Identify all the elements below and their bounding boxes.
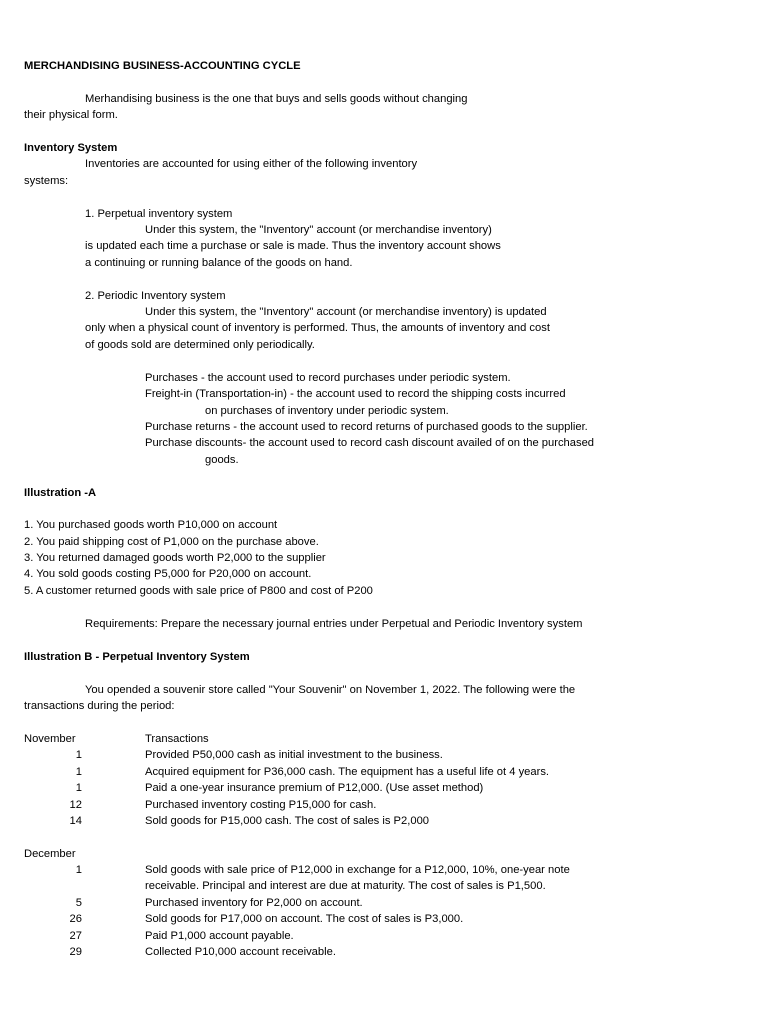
transaction-text: Purchased inventory costing P15,000 for cash. [145,799,377,811]
account-purchases: Purchases - the account used to record purchases under periodic system. [145,372,511,384]
transaction-text-continued: receivable. Principal and interest are due at maturity. The cost of sales is P1,500. [145,880,546,892]
intro-line-2: their physical form. [24,109,118,121]
transaction-day: 1 [75,782,82,794]
periodic-line-3: of goods sold are determined only periodically. [85,339,315,351]
account-freight-line-1: Freight-in (Transportation-in) - the account used to record the shipping costs incurred [145,388,566,400]
intro-line-1: Merhandising business is the one that buys and sells goods without changing [85,93,468,105]
transaction-text: Provided P50,000 cash as initial investment to the business. [145,749,443,761]
account-purchase-returns: Purchase returns - the account used to record returns of purchased goods to the supplier. [145,421,588,433]
illustration-a-item: 1. You purchased goods worth P10,000 on account [24,519,278,531]
transaction-text: Paid P1,000 account payable. [145,930,294,942]
december-label: December [24,848,76,860]
perpetual-title: 1. Perpetual inventory system [85,208,233,220]
periodic-line-1: Under this system, the "Inventory" account (or merchandise inventory) is updated [145,306,547,318]
transaction-day: 27 [69,930,82,942]
transaction-day: 1 [75,749,82,761]
perpetual-line-1: Under this system, the "Inventory" account (or merchandise inventory) [145,224,492,236]
transaction-day: 29 [69,946,82,958]
periodic-line-2: only when a physical count of inventory is performed. Thus, the amounts of inventory and cost [85,322,550,334]
transaction-text: Sold goods for P17,000 on account. The cost of sales is P3,000. [145,913,464,925]
inventory-system-line-2: systems: [24,175,69,187]
illustration-b-intro-1: You opended a souvenir store called "Your Souvenir" on November 1, 2022. The following were the [85,684,576,696]
transactions-label: Transactions [145,733,209,745]
illustration-a-requirements: Requirements: Prepare the necessary journal entries under Perpetual and Periodic Inventory system [85,618,583,630]
transaction-day: 26 [69,913,82,925]
transaction-text: Sold goods for P15,000 cash. The cost of sales is P2,000 [145,815,430,827]
illustration-b-intro-2: transactions during the period: [24,700,175,712]
transaction-text: Paid a one-year insurance premium of P12,000. (Use asset method) [145,782,484,794]
transaction-day: 14 [69,815,82,827]
inventory-system-heading: Inventory System [24,142,118,154]
transaction-day: 1 [75,766,82,778]
illustration-a-item: 2. You paid shipping cost of P1,000 on the purchase above. [24,536,319,548]
transaction-day: 12 [69,799,82,811]
transaction-text: Acquired equipment for P36,000 cash. The equipment has a useful life ot 4 years. [145,766,550,778]
document-title: MERCHANDISING BUSINESS-ACCOUNTING CYCLE [24,60,301,72]
account-discounts-line-1: Purchase discounts- the account used to record cash discount availed of on the purchased [145,437,595,449]
transaction-text: Purchased inventory for P2,000 on account. [145,897,363,909]
illustration-a-item: 4. You sold goods costing P5,000 for P20,000 on account. [24,568,312,580]
transaction-text: Collected P10,000 account receivable. [145,946,336,958]
november-label: November [24,733,76,745]
transaction-text: Sold goods with sale price of P12,000 in exchange for a P12,000, 10%, one-year note [145,864,570,876]
account-freight-line-2: on purchases of inventory under periodic system. [205,405,449,417]
illustration-a-heading: Illustration -A [24,487,97,499]
periodic-title: 2. Periodic Inventory system [85,290,226,302]
illustration-b-heading: Illustration B - Perpetual Inventory System [24,651,250,663]
illustration-a-item: 3. You returned damaged goods worth P2,000 to the supplier [24,552,326,564]
perpetual-line-3: a continuing or running balance of the goods on hand. [85,257,353,269]
illustration-a-item: 5. A customer returned goods with sale price of P800 and cost of P200 [24,585,373,597]
transaction-day: 1 [75,864,82,876]
transaction-day: 5 [75,897,82,909]
account-discounts-line-2: goods. [205,454,239,466]
perpetual-line-2: is updated each time a purchase or sale is made. Thus the inventory account shows [85,240,501,252]
inventory-system-line-1: Inventories are accounted for using either of the following inventory [85,158,418,170]
